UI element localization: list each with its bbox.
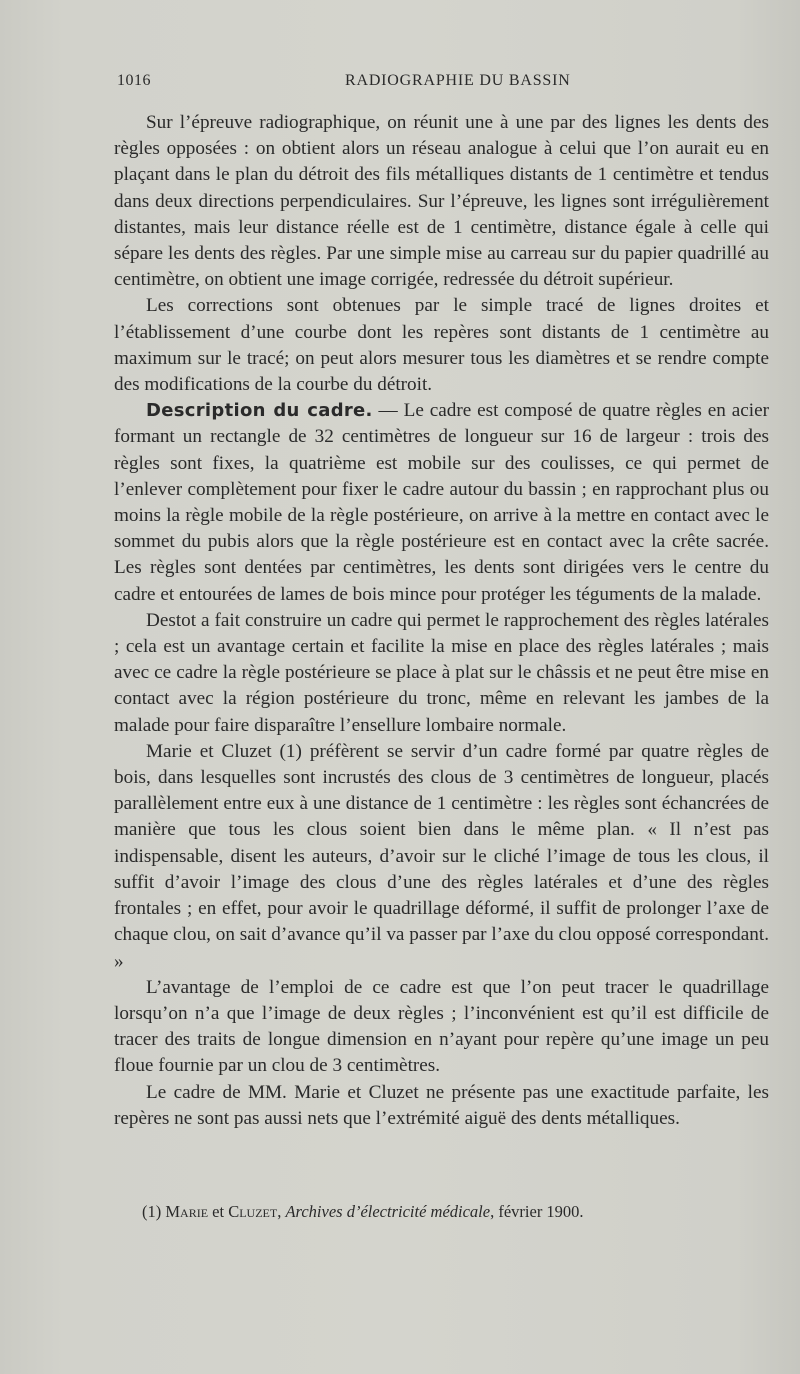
footnote (142, 1201, 742, 1223)
footnote-author-1: Marie (165, 1202, 209, 1221)
section-heading: Description du cadre. (146, 400, 373, 422)
footnote-author-2: Cluzet (228, 1202, 278, 1221)
paragraph-1: Sur l’épreuve radiographique, on réunit une à une par des lignes les dents des règles opposées : on obtient alors un réseau analogue à celui que l’on aurait eu en plaçant dans le plan du détroit des fils métalliques distants de 1 centimètre et tendus dans deux directions perpendiculaires. Sur l’épreuve, les lignes sont irrégulièrement distantes, mais leur distance réelle est de 1 centimètre, distance égale à celle qui sépare les dents des règles. Par une simple mise au carreau sur du papier quadrillé au centimètre, on obtient une image corrigée, redressée du détroit supérieur. (114, 112, 769, 291)
paragraph-3 (114, 398, 769, 608)
running-head: RADIOGRAPHIE DU BASSIN (345, 72, 571, 89)
paragraph-5: Marie et Cluzet (1) préfèrent se servir d’un cadre formé par quatre règles de bois, dans lesquelles sont incrustés des clous de 3 centimètres de longueur, placés parallèlement entre eux à une distance de 1 centimètre : les règles sont échancrées de manière que tous les clous soient bien dans le même plan. « Il n’est pas indispensable, disent les auteurs, d’avoir sur le cliché l’image de tous les clous, il suffit d’avoir l’image des clous d’une des règles latérales et d’une des règles frontales ; en effet, pour avoir le quadrillage déformé, il suffit de prolonger l’axe de chaque clou, on sait d’avance qu’il va passer par l’axe du clou opposé correspondant. » (114, 740, 769, 972)
paragraph-6: L’avantage de l’emploi de ce cadre est que l’on peut tracer le quadrillage lorsqu’on n’a que l’image de deux règles ; l’inconvénient est qu’il est difficile de tracer des traits de longue dimension en n’ayant pour repère qu’une image un peu floue fournie par un clou de 3 centimètres. (114, 976, 769, 1077)
footnote-title: Archives d’électricité médicale (285, 1202, 491, 1221)
footnote-marker: (1) (142, 1202, 166, 1221)
paragraph-2: Les corrections sont obtenues par le simple tracé de lignes droites et l’établissement d’une courbe dont les repères sont distants de 1 centimètre au maximum sur le tracé; on peut alors mesurer tous les diamètres et se rendre compte des modifications de la courbe du détroit. (114, 295, 769, 396)
page-header (117, 72, 767, 94)
paragraph-3-text: — Le cadre est composé de quatre règles en acier formant un rectangle de 32 centimètres de longueur sur 16 de largeur : trois des règles sont fixes, la quatrième est mobile sur des coulisses, ce qui permet de l’enlever complètement pour fixer le cadre autour du bassin ; en rapprochant plus ou moins la règle mobile de la règle postérieure, on arrive à la mettre en contact avec le sommet du pubis alors que la règle postérieure est en contact avec la crête sacrée. Les règles sont dentées par centimètres, les dents sont dirigées vers le centre du cadre et entourées de lames de bois mince pour protéger les téguments de la malade. (114, 400, 769, 605)
body-text (114, 110, 769, 1132)
footnote-sep: , (277, 1202, 286, 1221)
paragraph-7: Le cadre de MM. Marie et Cluzet ne présente pas une exactitude parfaite, les repères ne sont pas aussi nets que l’extrémité aiguë des dents métalliques. (114, 1081, 769, 1129)
page-number: 1016 (117, 72, 151, 89)
footnote-date: , février 1900. (490, 1202, 584, 1221)
paragraph-4: Destot a fait construire un cadre qui permet le rapprochement des règles latérales ; cela est un avantage certain et facilite la mise en place des règles latérales ; mais avec ce cadre la règle postérieure se place à plat sur le châssis et ne peut être mise en contact avec la région postérieure du tronc, même en relevant les jambes de la malade pour faire disparaître l’ensellure lombaire normale. (114, 609, 769, 736)
footnote-conj: et (208, 1202, 229, 1221)
